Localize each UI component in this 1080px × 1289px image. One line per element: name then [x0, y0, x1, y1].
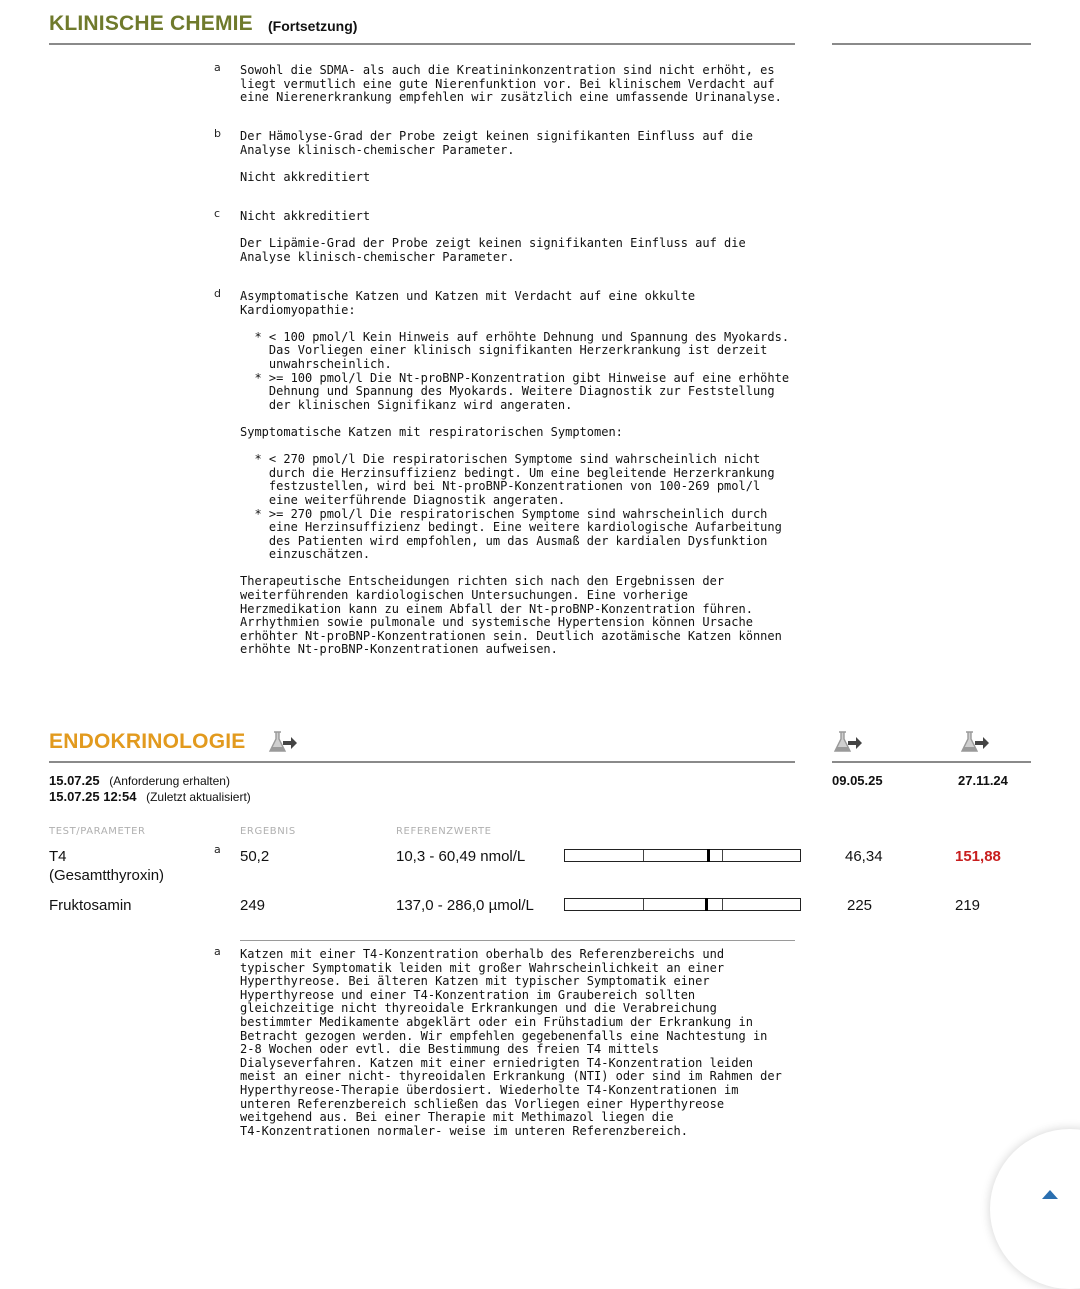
- range-divider: [643, 850, 644, 861]
- footnote-text-a: Sowohl die SDMA- als auch die Kreatininkonzentration sind nicht erhöht, es liegt vermutlich eine gute Nierenfunktion vor. Bei klinischem Verdacht auf eine Nierenerkrankung empfehlen wir zusätzlich eine umfassende Urinanalyse.: [240, 63, 782, 105]
- history-value: 225: [847, 897, 873, 914]
- divider: [240, 940, 795, 941]
- updated-info: [49, 789, 251, 804]
- flask-export-icon[interactable]: [960, 729, 990, 755]
- floating-scroll-button[interactable]: [990, 1129, 1080, 1289]
- table-row-name: Fruktosamin: [49, 897, 132, 914]
- section-subtitle: (Fortsetzung): [268, 18, 358, 34]
- footnote-marker: b: [214, 127, 221, 140]
- history-date-2: 27.11.24: [958, 773, 1008, 788]
- table-row-name: T4: [49, 848, 67, 865]
- chevron-up-icon[interactable]: [1042, 1190, 1058, 1199]
- received-info: [49, 773, 230, 788]
- footnote-marker: c: [214, 207, 221, 220]
- reference-range-bar: [564, 898, 801, 911]
- range-divider: [643, 899, 644, 910]
- updated-label: (Zuletzt aktualisiert): [146, 790, 251, 804]
- result-value: 249: [240, 897, 266, 914]
- section-title-endokrinologie: ENDOKRINOLOGIE: [49, 730, 246, 753]
- divider: [49, 761, 795, 763]
- range-divider: [722, 850, 723, 861]
- footnote-text-endo-a: Katzen mit einer T4-Konzentration oberhalb des Referenzbereichs und typischer Symptomatik leiden mit großer Wahrscheinlichkeit an einer Hyperthyreose. Bei älteren Katzen mit typischer Symptomatik einer Hyperthyreose und einer T4-Konzentration im Graubereich sollten gleichzeitige nicht thyreoidale Erkrankungen und die Verabreichung bestimmter Medikamente abgeklärt oder ein Frühstadium der Erkrankung in Betracht gezogen werden. Wir empfehlen gegebenenfalls eine Nachtestung in 2-8 Wochen oder evtl. die Bestimmung des freien T4 mittels Dialyseverfahren. Katzen mit einer erniedrigten T4-Konzentration leiden meist an einer nicht- thyreoidalen Erkrankung (NTI) oder sind im Rahmen der Hyperthyreose-Therapie überdosiert. Wiederholte T4-Konzentrationen im unteren Referenzbereich schließen das Vorliegen einer Hyperthyreose weitgehend aus. Bei einer Therapie mit Methimazol liegen die T4-Konzentrationen normaler- weise im unteren Referenzbereich.: [240, 947, 782, 1138]
- history-value-high: 151,88: [955, 848, 1001, 865]
- section-title-klinische-chemie: KLINISCHE CHEMIE: [49, 12, 253, 35]
- footnote-text-d: Asymptomatische Katzen und Katzen mit Verdacht auf eine okkulte Kardiomyopathie: * < 100 pmol/l Kein Hinweis auf erhöhte Dehnung und Spannung des Myokards. Das Vorliegen einer klinisch signifikanten Herzerkrankung ist derzeit unwahrscheinlich. * >= 100 pmol/l Die Nt-proBNP-Konzentration gibt Hinweise auf eine erhöhte Dehnung und Spannung des Myokards. Weitere Diagnostik zur Feststellung der klinischen Signifikanz wird angeraten. Symptomatische Katzen mit respiratorischen Symptomen: * < 270 pmol/l Die respiratorischen Symptome sind wahrscheinlich nicht durch die Herzinsuffizienz bedingt. Um eine begleitende Herzerkrankung festzustellen, wird bei Nt-proBNP-Konzentrationen von 100-269 pmol/l eine weiterführende Diagnostik angeraten. * >= 270 pmol/l Die respiratorischen Symptome sind wahrscheinlich durch eine Herzinsuffizienz bedingt. Eine weitere kardiologische Aufarbeitung des Patienten wird empfohlen, um das Ausmaß der kardialen Dysfunktion einzuschätzen. Therapeutische Entscheidungen richten sich nach den Ergebnissen der weiterführenden kardiologischen Untersuchungen. Eine vorherige Herzmedikation kann zu einem Abfall der Nt-proBNP-Konzentration führen. Arrhythmien sowie pulmonale und systemische Hypertension können Ursache erhöhter Nt-proBNP-Konzentrationen sein. Deutlich azotämische Katzen können erhöhte Nt-proBNP-Konzentrationen aufweisen.: [240, 289, 790, 657]
- updated-date: 15.07.25 12:54: [49, 789, 137, 804]
- received-date: 15.07.25: [49, 773, 100, 788]
- result-marker: [707, 849, 710, 862]
- footnote-marker: a: [214, 61, 221, 74]
- footnote-marker: d: [214, 287, 221, 300]
- divider: [49, 43, 795, 45]
- column-header-result: ERGEBNIS: [240, 826, 296, 837]
- divider: [832, 43, 1031, 45]
- footnote-text-c: Nicht akkreditiert Der Lipämie-Grad der Probe zeigt keinen signifikanten Einfluss auf die Analyse klinisch-chemischer Parameter.: [240, 209, 746, 264]
- divider: [832, 761, 1031, 763]
- column-header-reference: REFERENZWERTE: [396, 826, 492, 837]
- history-value: 219: [955, 897, 981, 914]
- flask-export-icon[interactable]: [268, 729, 298, 755]
- received-label: (Anforderung erhalten): [109, 774, 230, 788]
- table-row-name-sub: (Gesamtthyroxin): [49, 867, 165, 884]
- reference-range: 137,0 - 286,0 µmol/L: [396, 897, 534, 914]
- footnote-marker: a: [214, 945, 221, 958]
- reference-range: 10,3 - 60,49 nmol/L: [396, 848, 526, 865]
- history-value: 46,34: [845, 848, 883, 865]
- column-header-test: TEST/PARAMETER: [49, 826, 146, 837]
- range-divider: [722, 899, 723, 910]
- footnote-marker: a: [214, 843, 221, 856]
- history-date-1: 09.05.25: [832, 773, 883, 788]
- result-marker: [705, 898, 708, 911]
- result-value: 50,2: [240, 848, 270, 865]
- footnote-text-b: Der Hämolyse-Grad der Probe zeigt keinen signifikanten Einfluss auf die Analyse klinisch-chemischer Parameter. Nicht akkreditiert: [240, 129, 753, 184]
- flask-export-icon[interactable]: [833, 729, 863, 755]
- reference-range-bar: [564, 849, 801, 862]
